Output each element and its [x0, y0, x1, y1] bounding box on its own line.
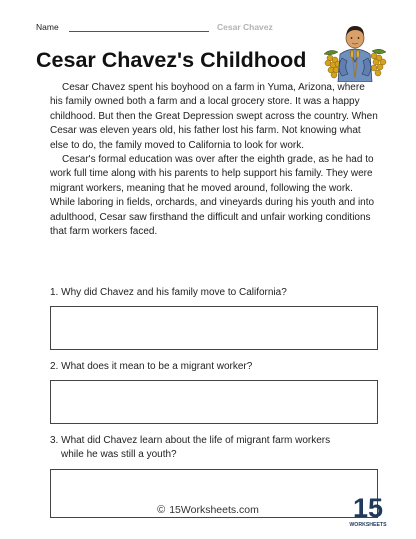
- farm-worker-illustration: [322, 14, 388, 82]
- name-field-line[interactable]: [69, 31, 209, 32]
- copyright-icon: ©: [157, 504, 166, 516]
- question-3-number: 3.: [50, 435, 59, 446]
- answer-box-1[interactable]: [50, 306, 378, 350]
- question-2-text: What does it mean to be a migrant worker?: [61, 361, 253, 372]
- answer-box-2[interactable]: [50, 380, 378, 424]
- passage-paragraph-2: Cesar's formal education was over after the eighth grade, as he had to work full time along with his parents to help support his family. They were migrant workers, meaning that he moved around, following the work. While laboring in fields, orchards, and vineyards during his youth and into adulthood, Cesar saw firsthand the difficult and unfair working conditions that farm workers faced.: [50, 154, 375, 238]
- question-1-text: Why did Chavez and his family move to California?: [61, 287, 287, 298]
- question-3-text-continued: while he was still a youth?: [61, 449, 177, 461]
- reading-passage: [50, 81, 380, 239]
- 15worksheets-logo: [348, 490, 388, 530]
- question-1: [50, 286, 390, 300]
- worksheet-tag: Cesar Chavez: [217, 22, 273, 32]
- question-2: [50, 360, 390, 374]
- name-label: Name: [36, 22, 59, 32]
- question-2-number: 2.: [50, 361, 59, 372]
- question-3-text: What did Chavez learn about the life of migrant farm workers: [61, 435, 331, 446]
- logo-number: 15: [352, 493, 384, 523]
- footer-site[interactable]: 15Worksheets.com: [169, 504, 259, 516]
- passage-paragraph-1: Cesar Chavez spent his boyhood on a farm in Yuma, Arizona, where his family owned both a farm and a local grocery store. It was a happy childhood. But then the Great Depression swept across the country. When Cesar was eleven years old, his father lost his farm. Not knowing what else to do, the family moved to California to look for work.: [50, 82, 378, 151]
- logo-text: WORKSHEETS: [349, 522, 387, 528]
- question-1-number: 1.: [50, 287, 59, 298]
- worksheet-title: Cesar Chavez's Childhood: [36, 48, 307, 72]
- question-3: [50, 434, 390, 463]
